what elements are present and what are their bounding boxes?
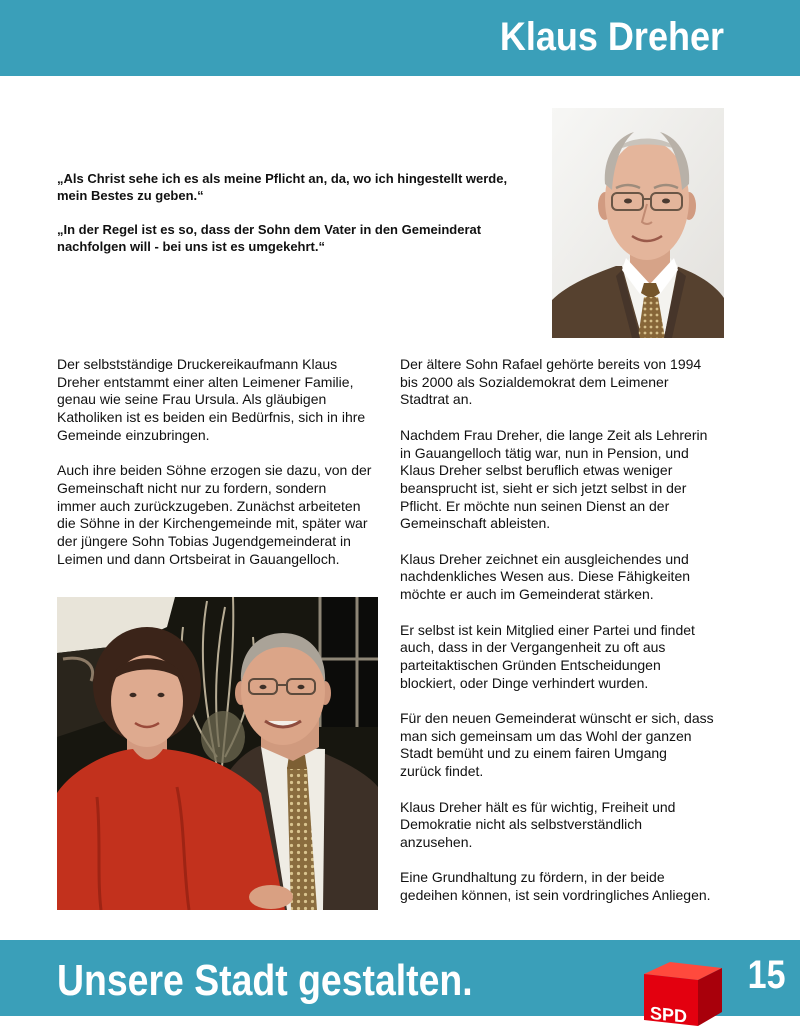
quote-faith: „Als Christ sehe ich es als meine Pflicht an, da, wo ich hingestellt werde, mein Bestes zu geben.“ [57, 171, 508, 203]
page-title: Klaus Dreher [499, 15, 724, 59]
couple-photo [57, 597, 378, 910]
page-number: 15 [747, 953, 785, 997]
spd-logo [642, 958, 724, 1028]
paragraph: Eine Grundhaltung zu fördern, in der beide gedeihen können, ist sein vordringliches Anliegen. [400, 869, 711, 903]
portrait-photo [552, 108, 724, 338]
paragraph: Klaus Dreher zeichnet ein ausgleichendes und nachdenkliches Wesen aus. Diese Fähigkeiten möchte er auch im Gemeinderat stärken. [400, 550, 691, 603]
spd-logo-text: SPD [650, 1002, 687, 1027]
footer-slogan: Unsere Stadt gestalten. [57, 956, 473, 1005]
quote-council: „In der Regel ist es so, dass der Sohn dem Vater in den Gemeinderat nachfolgen will - bei uns ist es umgekehrt.“ [57, 222, 482, 254]
couple-illustration [57, 597, 378, 910]
paragraph: Nachdem Frau Dreher, die lange Zeit als Lehrerin in Gauangelloch tätig war, nun in Pension, und Klaus Dreher selbst beruflich etwas weniger beansprucht ist, sieht er sich jetzt selbst in der Pflicht. Er möchte nun seinen Dienst an der Gemeinschaft ableisten. [400, 426, 708, 532]
paragraph: Der ältere Sohn Rafael gehörte bereits von 1994 bis 2000 als Sozialdemokrat dem Leimener Stadtrat an. [400, 356, 702, 408]
left-text-column [57, 356, 387, 586]
right-text-column [400, 356, 730, 922]
paragraph: Klaus Dreher hält es für wichtig, Freiheit und Demokratie nicht als selbstverständlich anzusehen. [400, 798, 676, 850]
paragraph: Der selbstständige Druckereikaufmann Klaus Dreher entstammt einer alten Leimener Familie, genau wie seine Frau Ursula. Als gläubigen Katholiken ist es beiden ein Bedürfnis, sich in ihre Gemeinde einzubringen. [57, 356, 366, 443]
quote-block [57, 170, 537, 272]
portrait-illustration [552, 108, 724, 338]
paragraph: Er selbst ist kein Mitglied einer Partei und findet auch, dass in der Vergangenheit zu oft aus parteitaktischen Gründen Entscheidungen blockiert, oder Dinge verhindert wurden. [400, 621, 695, 691]
paragraph: Für den neuen Gemeinderat wünscht er sich, dass man sich gemeinsam um das Wohl der ganzen Stadt bemüht und zu einem fairen Umgang zurück findet. [400, 710, 714, 780]
paragraph: Auch ihre beiden Söhne erzogen sie dazu, von der Gemeinschaft nicht nur zu fordern, sondern immer auch zurückzugeben. Zunächst arbeiteten die Söhne in der Kirchengemeinde mit, später war der jüngere Sohn Tobias Jugendgemeinderat in Leimen und dann Ortsbeirat in Gauangelloch. [57, 462, 372, 567]
